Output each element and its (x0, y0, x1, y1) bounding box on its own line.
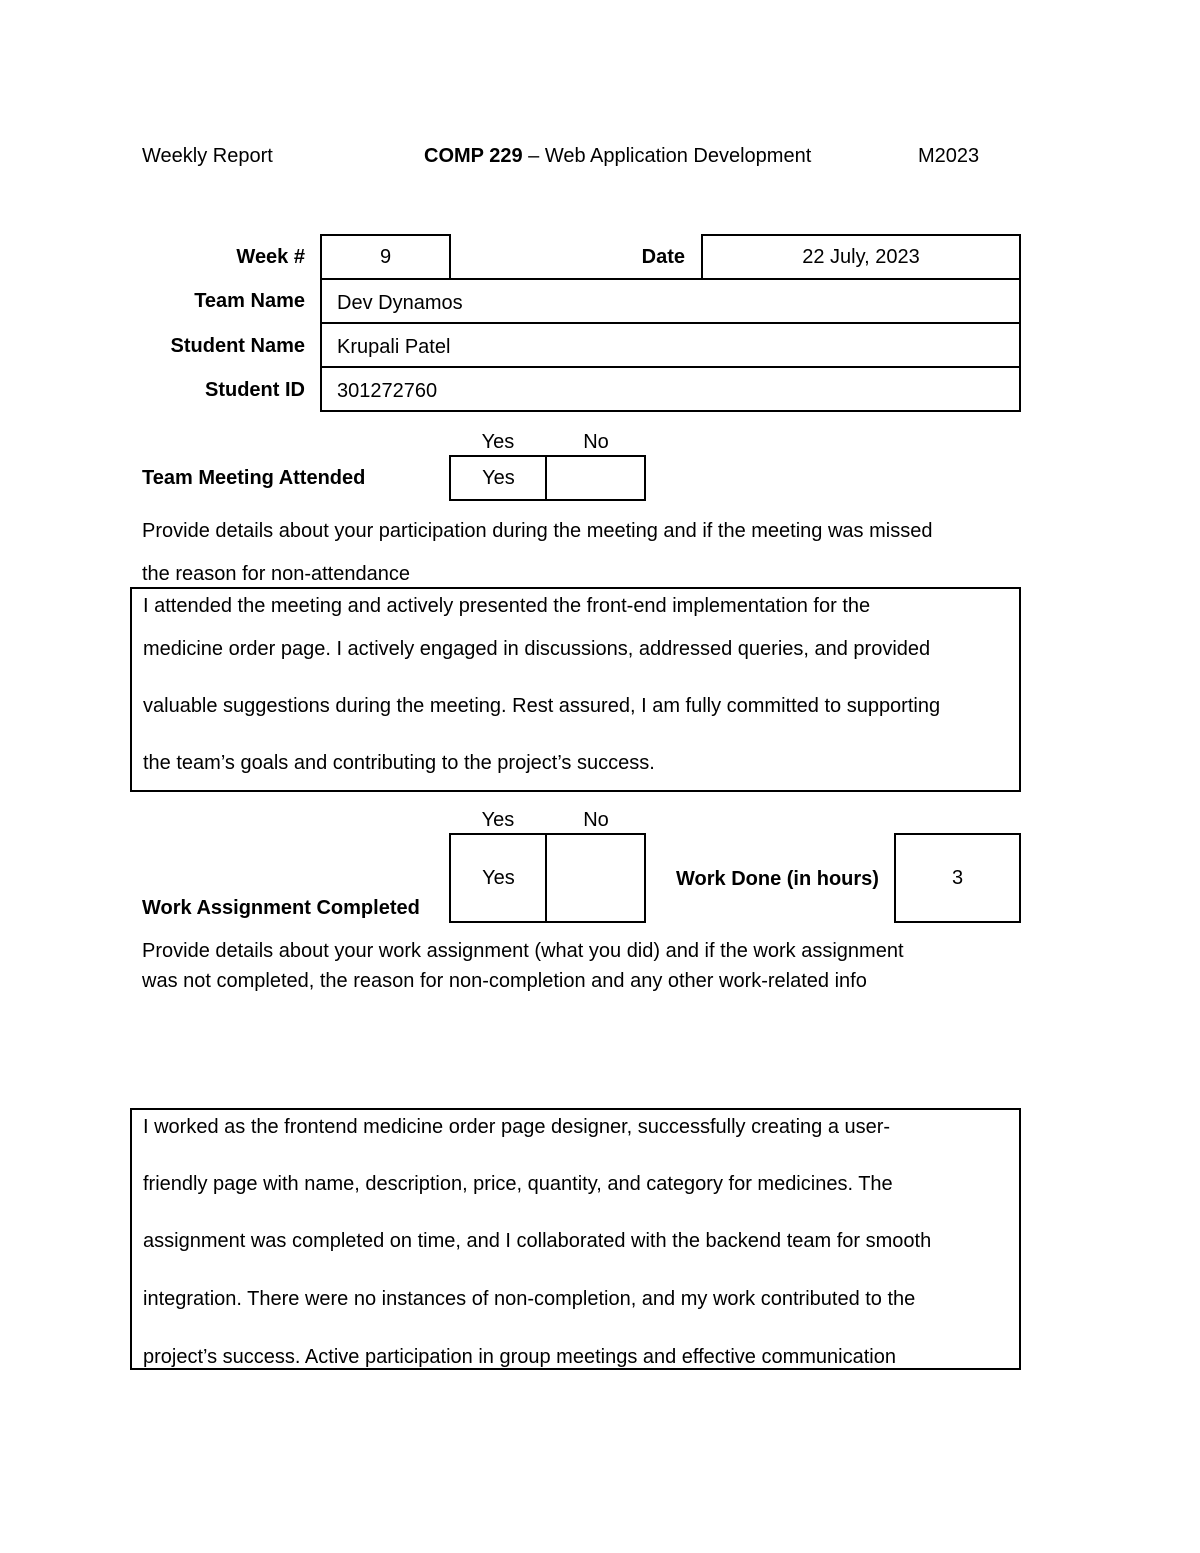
work-yes-header: Yes (481, 809, 515, 831)
date-label: Date (641, 246, 685, 268)
meeting-yes-cell[interactable]: Yes (449, 455, 548, 501)
work-details-box[interactable] (130, 1108, 1021, 1370)
meeting-no-header: No (583, 431, 609, 453)
report-label: Weekly Report (142, 145, 273, 167)
work-no-header: No (583, 809, 609, 831)
work-details-line: I worked as the frontend medicine order page designer, successfully creating a user- (143, 1116, 891, 1138)
week-field[interactable]: 9 (320, 234, 451, 280)
meeting-details-line: the team’s goals and contributing to the project’s success. (143, 752, 655, 774)
meeting-details-box[interactable] (130, 587, 1021, 792)
work-hours-label: Work Done (in hours) (676, 868, 879, 890)
work-no-cell[interactable] (545, 833, 646, 923)
course-code: COMP 229 (424, 145, 523, 167)
meeting-yes-header: Yes (481, 431, 515, 453)
date-field[interactable]: 22 July, 2023 (701, 234, 1021, 280)
work-details-line: project’s success. Active participation in group meetings and effective communication (143, 1346, 896, 1368)
meeting-attended-label: Team Meeting Attended (142, 467, 366, 489)
student-id-label: Student ID (205, 379, 305, 401)
work-prompt-line1: Provide details about your work assignment (what you did) and if the work assignment (142, 940, 904, 962)
course-heading (424, 144, 811, 168)
work-hours-field[interactable]: 3 (894, 833, 1021, 923)
team-name-label: Team Name (194, 290, 305, 312)
work-details-line: assignment was completed on time, and I collaborated with the backend team for smooth (143, 1230, 932, 1252)
week-label: Week # (236, 246, 305, 268)
work-details-line: friendly page with name, description, price, quantity, and category for medicines. The (143, 1173, 893, 1195)
meeting-details-line: valuable suggestions during the meeting. Rest assured, I am fully committed to supporting (143, 695, 941, 717)
work-completed-label: Work Assignment Completed (142, 897, 420, 919)
course-title: – Web Application Development (522, 145, 812, 167)
team-name-field[interactable]: Dev Dynamos (320, 278, 1021, 324)
meeting-prompt-line2: the reason for non-attendance (142, 563, 410, 585)
student-name-label: Student Name (170, 335, 305, 357)
student-name-field[interactable]: Krupali Patel (320, 322, 1021, 368)
term: M2023 (918, 145, 980, 167)
student-id-field[interactable]: 301272760 (320, 366, 1021, 412)
work-prompt-line2: was not completed, the reason for non-completion and any other work-related info (142, 970, 867, 992)
meeting-details-line: medicine order page. I actively engaged in discussions, addressed queries, and provided (143, 638, 931, 660)
work-details-line: integration. There were no instances of non-completion, and my work contributed to the (143, 1288, 916, 1310)
meeting-no-cell[interactable] (545, 455, 646, 501)
meeting-prompt-line1: Provide details about your participation during the meeting and if the meeting was missed (142, 520, 933, 542)
work-yes-cell[interactable]: Yes (449, 833, 548, 923)
meeting-details-line: I attended the meeting and actively presented the front-end implementation for the (143, 595, 871, 617)
